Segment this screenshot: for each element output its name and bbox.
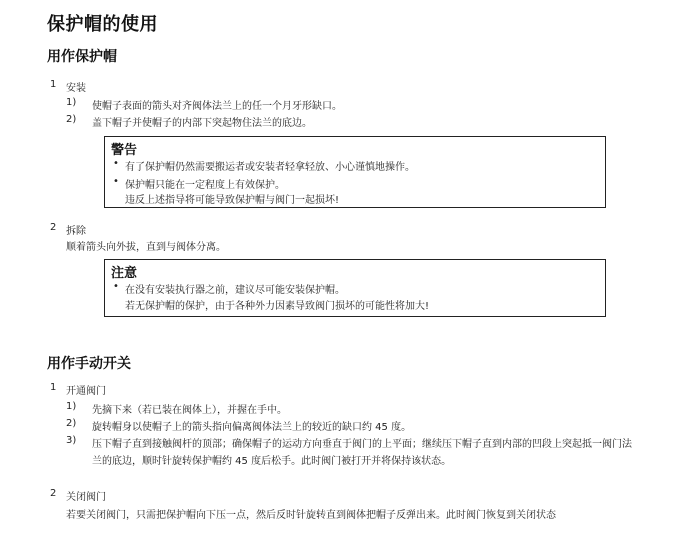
bullet-icon: • [113,281,119,292]
step-label-close: 关闭阀门 [66,492,106,503]
substep-text-continued: 兰的底边，顺时针旋转保护帽约 45 度后松手。此时阀门被打开并将保持该状态。 [92,456,452,467]
warning-text: 违反上述指导将可能导致保护帽与阀门一起损坏! [125,195,340,206]
step-number: 2 [50,222,57,233]
step-number: 2 [50,488,57,499]
warning-title: 警告 [111,143,138,158]
step-number: 1 [50,382,57,393]
substep-text: 先摘下来（若已装在阀体上），并握在手中。 [92,405,287,416]
step-text: 若要关闭阀门，只需把保护帽向下压一点，然后反时针旋转直到阀体把帽子反弹出来。此时阀门恢复到关闭状态 [66,510,556,521]
step-label-remove: 拆除 [66,226,86,237]
substep-text: 使帽子表面的箭头对齐阀体法兰上的任一个月牙形缺口。 [92,101,342,112]
section-heading-protective-cap: 用作保护帽 [47,49,117,65]
bullet-icon: • [113,176,119,187]
step-number: 1 [50,79,57,90]
warning-text: 有了保护帽仍然需要搬运者或安装者轻拿轻放、小心谨慎地操作。 [125,162,415,173]
step-text: 顺着箭头向外拔，直到与阀体分离。 [66,242,226,253]
caution-box [104,259,606,317]
substep-number: 2) [66,114,77,125]
caution-text: 若无保护帽的保护，由于各种外力因素导致阀门损坏的可能性将加大! [125,301,430,312]
step-label-open: 开通阀门 [66,386,106,397]
warning-text: 保护帽只能在一定程度上有效保护。 [125,180,285,191]
substep-text: 旋转帽身以使帽子上的箭头指向偏离阀体法兰上的较近的缺口约 45 度。 [92,422,412,433]
section-heading-manual-switch: 用作手动开关 [47,356,131,372]
substep-number: 2) [66,418,77,429]
substep-number: 1) [66,401,77,412]
substep-text: 盖下帽子并使帽子的内部下突起物住法兰的底边。 [92,118,312,129]
substep-number: 3) [66,435,77,446]
caution-text: 在没有安装执行器之前，建议尽可能安装保护帽。 [125,285,345,296]
substep-text: 压下帽子直到接触阀杆的顶部；确保帽子的运动方向垂直于阀门的上平面；继续压下帽子直到内部的凹段上突起抵一阀门法 [92,439,632,450]
caution-title: 注意 [111,266,138,281]
substep-number: 1) [66,97,77,108]
bullet-icon: • [113,158,119,169]
step-label-install: 安装 [66,83,86,94]
page-title: 保护帽的使用 [47,14,158,35]
warning-box [104,136,606,208]
